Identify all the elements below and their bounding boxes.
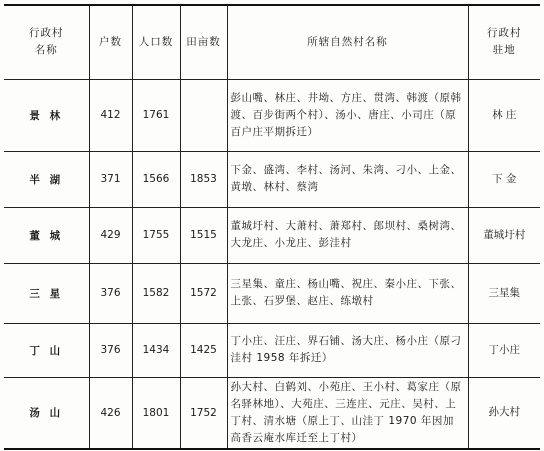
farmland-cell: 1572 bbox=[180, 263, 227, 323]
header-households: 户数 bbox=[89, 5, 132, 79]
seat-cell: 三星集 bbox=[468, 263, 540, 323]
population-cell: 1755 bbox=[132, 207, 180, 263]
village-name-cell: 半 湖 bbox=[4, 151, 89, 207]
header-seat bbox=[468, 5, 540, 79]
households-cell: 376 bbox=[89, 323, 132, 377]
village-name-cell: 汤 山 bbox=[4, 377, 89, 449]
households-cell: 429 bbox=[89, 207, 132, 263]
farmland-cell: 1853 bbox=[180, 151, 227, 207]
header-village-name-line1: 行政村 bbox=[29, 27, 64, 40]
table-header-row bbox=[4, 5, 540, 79]
village-name-cell: 董 城 bbox=[4, 207, 89, 263]
header-seat-line2: 驻地 bbox=[492, 44, 516, 57]
header-village-name bbox=[4, 5, 89, 79]
natural-villages-cell: 丁小庄、汪庄、界石铺、汤大庄、杨小庄（原刁洼村 1958 年拆迁） bbox=[227, 323, 468, 377]
natural-villages-cell: 三星集、童庄、杨山嘴、祝庄、秦小庄、下张、上张、石罗堡、赵庄、练墩村 bbox=[227, 263, 468, 323]
table-row bbox=[4, 207, 540, 263]
village-table bbox=[4, 4, 540, 450]
households-cell: 426 bbox=[89, 377, 132, 449]
natural-villages-cell: 董城圩村、大萧村、萧郑村、郎坝村、桑树湾、大龙庄、小龙庄、彭洼村 bbox=[227, 207, 468, 263]
seat-cell: 下 金 bbox=[468, 151, 540, 207]
header-population: 人口数 bbox=[132, 5, 180, 79]
village-name-cell: 三 星 bbox=[4, 263, 89, 323]
population-cell: 1566 bbox=[132, 151, 180, 207]
natural-villages-cell: 彭山嘴、林庄、井坳、方庄、贯湾、韩渡（原韩渡、百步街两个村）、汤小、唐庄、小司庄（原百户庄平期拆迁） bbox=[227, 79, 468, 151]
table-row bbox=[4, 263, 540, 323]
households-cell: 412 bbox=[89, 79, 132, 151]
population-cell: 1434 bbox=[132, 323, 180, 377]
village-name-cell: 丁 山 bbox=[4, 323, 89, 377]
farmland-cell: 1425 bbox=[180, 323, 227, 377]
seat-cell: 丁小庄 bbox=[468, 323, 540, 377]
header-seat-line1: 行政村 bbox=[487, 27, 522, 40]
header-natural-villages: 所辖自然村名称 bbox=[227, 5, 468, 79]
seat-cell: 林 庄 bbox=[468, 79, 540, 151]
table-row bbox=[4, 323, 540, 377]
table-row bbox=[4, 151, 540, 207]
population-cell: 1761 bbox=[132, 79, 180, 151]
households-cell: 371 bbox=[89, 151, 132, 207]
farmland-cell: 1515 bbox=[180, 207, 227, 263]
header-village-name-line2: 名称 bbox=[34, 44, 58, 57]
households-cell: 376 bbox=[89, 263, 132, 323]
farmland-cell bbox=[180, 79, 227, 151]
seat-cell: 董城圩村 bbox=[468, 207, 540, 263]
table-row bbox=[4, 79, 540, 151]
population-cell: 1582 bbox=[132, 263, 180, 323]
table-row bbox=[4, 377, 540, 449]
header-farmland: 田亩数 bbox=[180, 5, 227, 79]
natural-villages-cell: 孙大村、白鹤刘、小苑庄、王小村、葛家庄（原名驿林地）、大苑庄、三连庄、元庄、吴村、上丁村、清水塘（原上丁、山洼丁 1970 年因加高香云庵水库迁至上丁村） bbox=[227, 377, 468, 449]
natural-villages-cell: 下金、盛湾、李村、汤河、朱湾、刁小、上金、黄墩、林村、蔡湾 bbox=[227, 151, 468, 207]
seat-cell: 孙大村 bbox=[468, 377, 540, 449]
population-cell: 1801 bbox=[132, 377, 180, 449]
farmland-cell: 1752 bbox=[180, 377, 227, 449]
village-name-cell: 景 林 bbox=[4, 79, 89, 151]
